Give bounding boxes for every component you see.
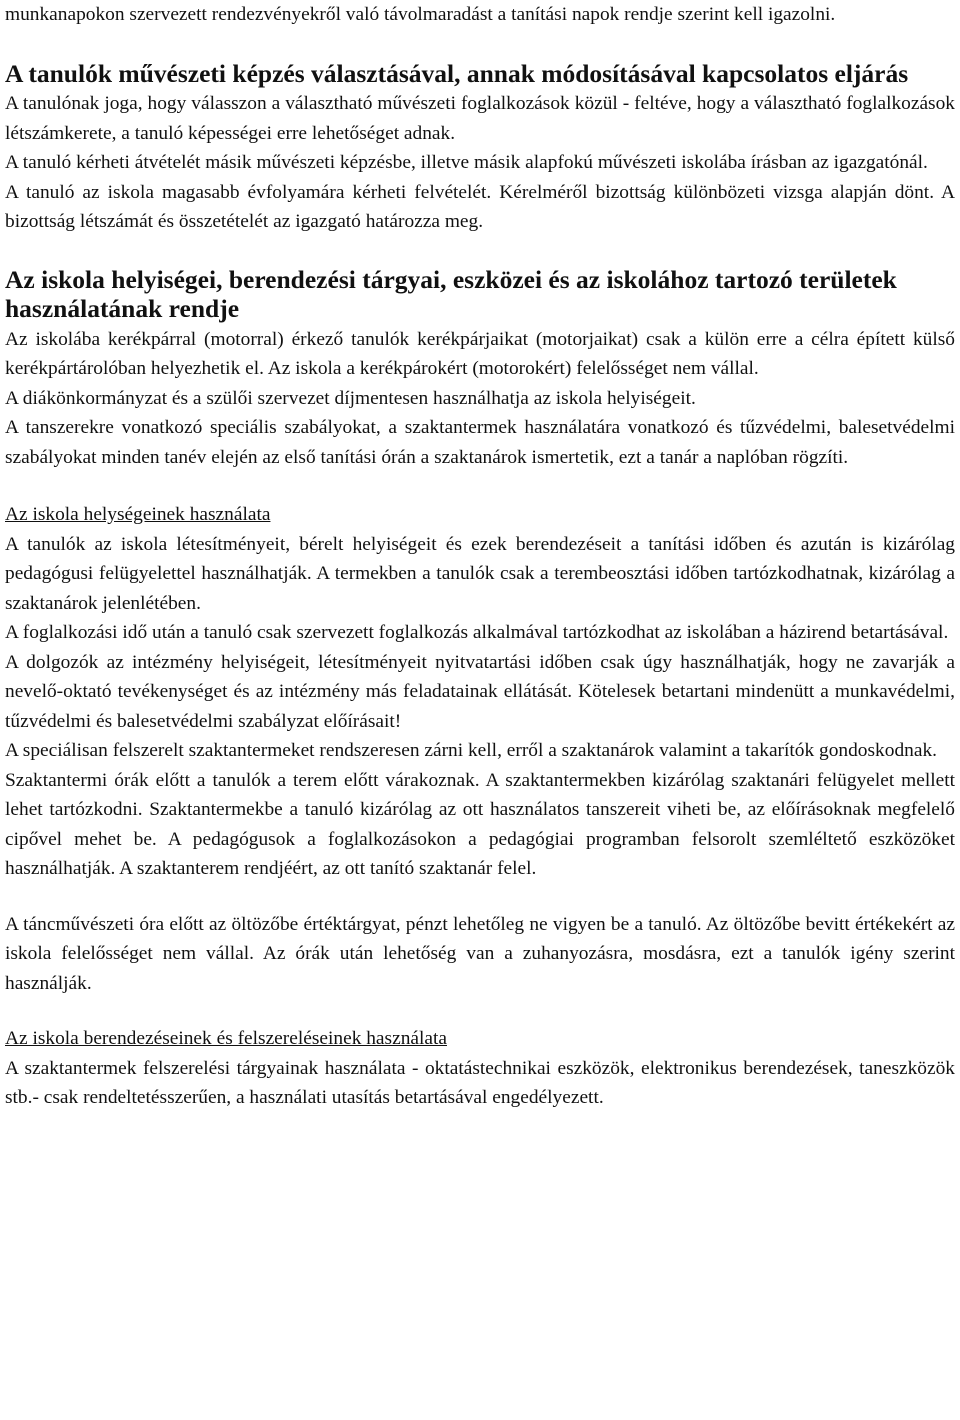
paragraph-higher-grade: A tanuló az iskola magasabb évfolyamára kérheti felvételét. Kérelméről bizottság különbözeti vizsga alapján dönt. A bizottság létszámát és összetételét az igazgató határozza meg. [5, 181, 955, 232]
subheading-equipment-usage: Az iskola berendezéseinek és felszereléseinek használata [5, 1028, 447, 1049]
paragraph-facilities-supervision: A tanulók az iskola létesítményeit, bérelt helyiségeit és ezek berendezéseit a tanítási időben és azután is kizárólag pedagógusi felügyelettel használhatják. A termekben a tanulók csak a terembeosztási időben tartózkodhatnak, kizárólag a szaktanárok jelenlétében. [5, 533, 955, 614]
intro-paragraph: munkanapokon szervezett rendezvényekről való távolmaradást a tanítási napok rendje szerint kell igazolni. [5, 4, 836, 25]
paragraph-choice-right: A tanulónak joga, hogy válasszon a választható művészeti foglalkozások közül - feltéve, hogy a választható foglalkozások létszámkerete, a tanuló képességei erre lehetőséget adnak. [5, 93, 955, 144]
paragraph-specialist-rooms: Szaktantermi órák előtt a tanulók a terem előtt várakoznak. A szaktantermekben kizárólag szaktanári felügyelet mellett lehet tartózkodni. Szaktantermekbe a tanuló kizárólag az ott használatos tanszereit viheti be, az előírásoknak megfelelő cipővel mehet be. A pedagógusok a foglalkozásokon a pedagógiai programban felsorolt szemléltető eszközöket használhatják. A szaktanterem rendjéért, az ott tanító szaktanár felel. [5, 769, 955, 879]
paragraph-equipment-rules: A szaktantermek felszerelési tárgyainak használata - oktatástechnikai eszközök, elektronikus berendezések, taneszközök stb.- csak rendeltetésszerűen, a használati utasítás betartásával engedélyezett. [5, 1057, 955, 1108]
paragraph-locking-rooms: A speciálisan felszerelt szaktantermeket rendszeresen zárni kell, erről a szaktanárok valamint a takarítók gondoskodnak. [5, 740, 937, 761]
section-heading-art-training: A tanulók művészeti képzés választásával, annak módosításával kapcsolatos eljárás [5, 58, 909, 88]
paragraph-bicycles: Az iskolába kerékpárral (motorral) érkező tanulók kerékpárjaikat (motorjaikat) csak a külön erre a célra épített külső kerékpártárolóban helyezhetik el. Az iskola a kerékpárokért (motorokért) felelősséget nem vállal. [5, 328, 955, 379]
paragraph-dance-changing-room: A táncművészeti óra előtt az öltözőbe értéktárgyat, pénzt lehetőleg ne vigyen be a tanuló. Az öltözőbe bevitt értékekért az iskola felelősséget nem vállal. Az órák után lehetőség van a zuhanyozásra, mosdásra, ezt a tanulók igény szerint használják. [5, 913, 955, 994]
paragraph-after-hours: A foglalkozási idő után a tanuló csak szervezett foglalkozás alkalmával tartózkodhat az iskolában a házirend betartásával. [5, 622, 949, 643]
paragraph-staff-usage: A dolgozók az intézmény helyiségeit, létesítményeit nyitvatartási időben csak úgy használhatják, hogy ne zavarják a nevelő-oktató tevékenységet és az intézmény más feladatainak ellátását. Kötelesek betartani mindenütt a munkavédelmi, tűzvédelmi és balesetvédelmi szabályzat előírásait! [5, 651, 955, 732]
paragraph-transfer-request: A tanuló kérheti átvételét másik művészeti képzésbe, illetve másik alapfokú művészeti iskolába írásban az igazgatónál. [5, 152, 928, 173]
section-heading-premises-rules: Az iskola helyiségei, berendezési tárgyai, eszközei és az iskolához tartozó területek használatának rendje [5, 264, 897, 323]
paragraph-safety-rules: A tanszerekre vonatkozó speciális szabályokat, a szaktantermek használatára vonatkozó és tűzvédelmi, balesetvédelmi szabályokat minden tanév elején az első tanítási órán a szaktanárok ismertetik, ezt a tanár a naplóban rögzíti. [5, 417, 955, 468]
subheading-room-usage: Az iskola helységeinek használata [5, 504, 271, 525]
paragraph-student-council: A diákönkormányzat és a szülői szervezet díjmentesen használhatja az iskola helyiségeit. [5, 387, 696, 409]
